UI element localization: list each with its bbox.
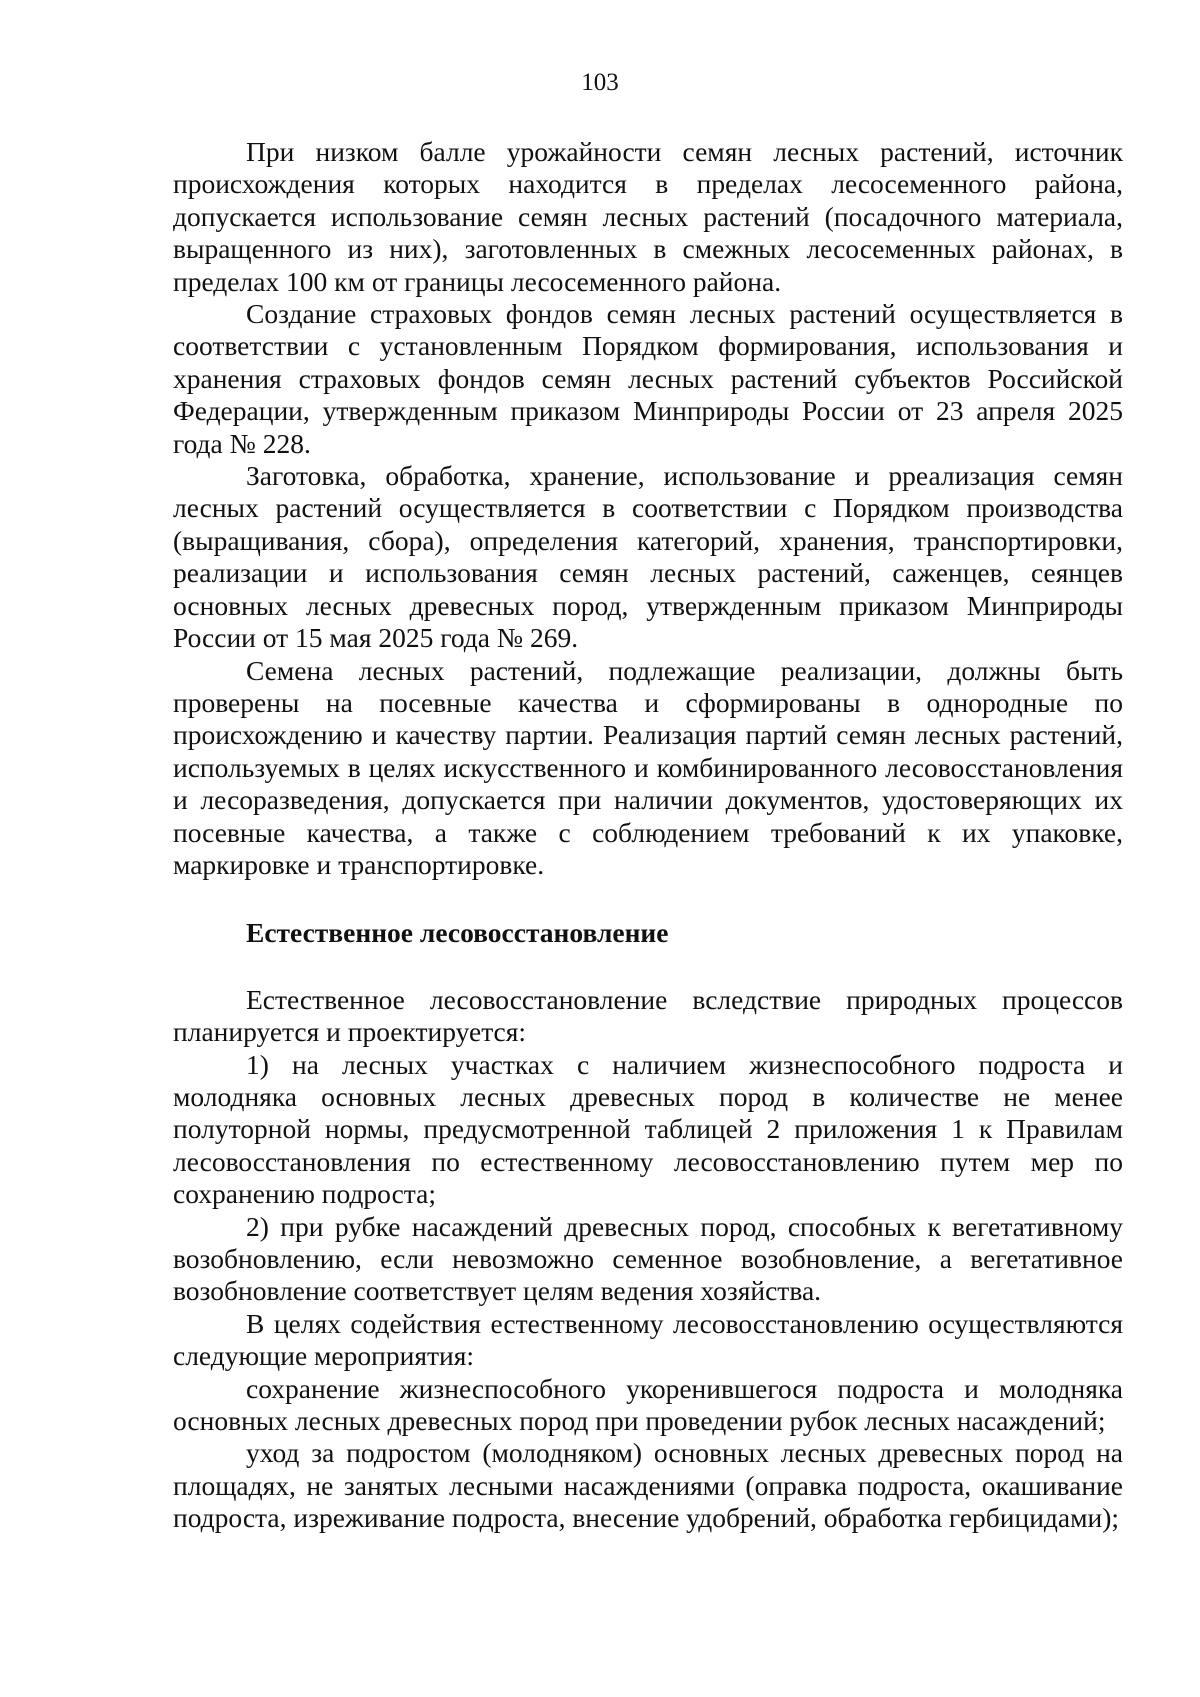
paragraph-seed-procurement: Заготовка, обработка, хранение, использование и рреализация семян лесных растений осуществляется в соответствии с Порядком производства (выращивания, сбора), определения категорий, хранения, транспортировки, реализации и использования семян лесных растений, саженцев, сеянцев основных лесных древесных пород, утвержденным приказом Минприроды России от 15 мая 2025 года № 269.: [173, 460, 1123, 654]
paragraph-seed-yield: При низком балле урожайности семян лесных растений, источник происхождения которых находится в пределах лесосеменного района, допускается использование семян лесных растений (посадочного материала, выращенного из них), заготовленных в смежных лесосеменных районах, в пределах 100 км от границы лесосеменного района.: [173, 136, 1123, 297]
section-heading: Естественное лесовосстановление: [246, 917, 669, 949]
paragraph-seed-sale: Семена лесных растений, подлежащие реализации, должны быть проверены на посевные качества и сформированы в однородные по происхождению и качеству партии. Реализация партий семян лесных растений, используемых в целях искусственного и комбинированного лесовосстановления и лесоразведения, допускается при наличии документов, удостоверяющих их посевные качества, а также с соблюдением требований к их упаковке, маркировке и транспортировке.: [173, 654, 1123, 880]
spacer: [173, 881, 1123, 917]
list-item-2: 2) при рубке насаждений древесных пород, способных к вегетативному возобновлению, если невозможно семенное возобновление, а вегетативное возобновление соответствует целям ведения хозяйства.: [173, 1210, 1123, 1307]
page-number: 103: [581, 69, 619, 96]
spacer: [173, 950, 1123, 984]
measure-preservation: сохранение жизнеспособного укоренившегося подроста и молодняка основных лесных древесных пород при проведении рубок лесных насаждений;: [173, 1372, 1123, 1437]
paragraph-assistance-measures: В целях содействия естественному лесовосстановлению осуществляются следующие мероприятия:: [173, 1307, 1123, 1372]
paragraph-insurance-funds: Создание страховых фондов семян лесных растений осуществляется в соответствии с установленным Порядком формирования, использования и хранения страховых фондов семян лесных растений субъектов Российской Федерации, утвержденным приказом Минприроды России от 23 апреля 2025 года № 228.: [173, 298, 1123, 459]
measure-care: уход за подростом (молодняком) основных лесных древесных пород на площадях, не занятых лесными насаждениями (оправка подроста, окашивание подроста, изреживание подроста, внесение удобрений, обработка гербицидами);: [173, 1437, 1123, 1534]
document-body: [173, 136, 1123, 1535]
list-item-1: 1) на лесных участках с наличием жизнеспособного подроста и молодняка основных лесных древесных пород в количестве не менее полуторной нормы, предусмотренной таблицей 2 приложения 1 к Правилам лесовосстановления по естественному лесовосстановлению путем мер по сохранению подроста;: [173, 1048, 1123, 1210]
paragraph-natural-regeneration: Естественное лесовосстановление вследствие природных процессов планируется и проектируется:: [173, 983, 1123, 1048]
